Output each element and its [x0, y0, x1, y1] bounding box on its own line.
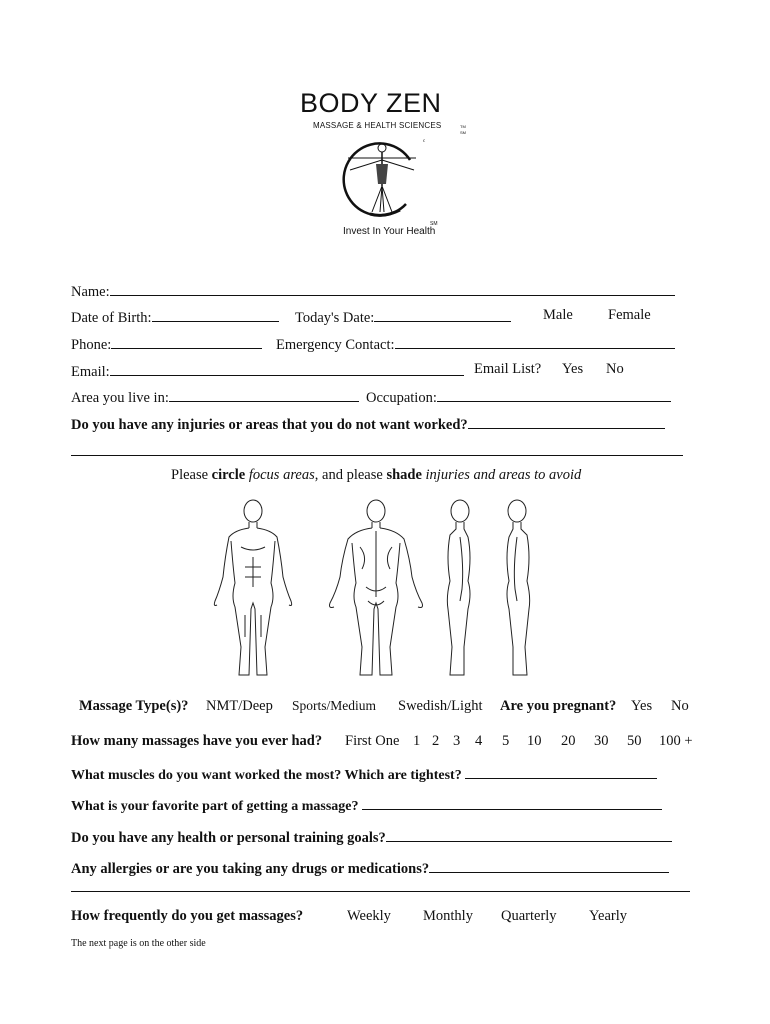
count-option[interactable]: 4: [475, 733, 483, 749]
phone-field[interactable]: [111, 334, 262, 349]
injuries-row: [71, 414, 665, 434]
massage-type-swedish[interactable]: Swedish/Light: [398, 698, 483, 714]
body-figure-side-left[interactable]: [497, 497, 537, 683]
footer-note: The next page is on the other side: [71, 938, 206, 949]
brand-name: BODY ZEN: [300, 88, 442, 118]
count-option[interactable]: 1: [413, 733, 421, 749]
allergies-field[interactable]: [429, 858, 669, 873]
goals-field[interactable]: [386, 827, 672, 842]
massage-count-label: How many massages have you ever had?: [71, 733, 323, 749]
count-option[interactable]: 3: [453, 733, 461, 749]
count-option[interactable]: 30: [594, 733, 609, 749]
massage-type-nmt[interactable]: NMT/Deep: [206, 698, 273, 714]
email-list-yes[interactable]: Yes: [562, 361, 584, 377]
allergies-question: Any allergies or are you taking any drugs or medications?: [71, 861, 430, 877]
name-row: [71, 281, 675, 301]
muscles-row: [71, 764, 657, 784]
favorite-row: [71, 795, 662, 815]
occupation-field[interactable]: [437, 387, 671, 402]
count-option[interactable]: First One: [345, 733, 400, 749]
male-option[interactable]: Male: [543, 307, 573, 323]
vitruvian-logo-icon: [340, 134, 426, 225]
emergency-field[interactable]: [395, 334, 675, 349]
frequency-yearly[interactable]: Yearly: [589, 908, 627, 924]
pregnant-yes[interactable]: Yes: [631, 698, 653, 714]
emergency-label: Emergency Contact:: [276, 337, 395, 353]
instr-text-2: , and please: [314, 467, 387, 483]
muscles-question: What muscles do you want worked the most? Which are tightest?: [71, 768, 462, 783]
muscles-field[interactable]: [465, 764, 657, 779]
injuries-field-line2[interactable]: [71, 455, 683, 456]
goals-question: Do you have any health or personal training goals?: [71, 830, 386, 846]
dob-row: [71, 307, 279, 327]
instr-focus: focus areas: [248, 467, 315, 483]
area-label: Area you live in:: [71, 390, 169, 406]
tagline-mark: SM: [430, 221, 438, 227]
body-figure-side-right[interactable]: [440, 497, 480, 683]
instr-circle: circle: [211, 467, 246, 483]
count-option[interactable]: 100 +: [659, 733, 693, 749]
body-figure-back[interactable]: [322, 497, 430, 683]
email-label: Email:: [71, 364, 110, 380]
frequency-monthly[interactable]: Monthly: [423, 908, 473, 924]
email-list-label: Email List?: [474, 361, 542, 377]
dob-field[interactable]: [152, 307, 279, 322]
female-option[interactable]: Female: [608, 307, 651, 323]
allergies-field-line2[interactable]: [71, 891, 690, 892]
today-field[interactable]: [374, 307, 511, 322]
today-label: Today's Date:: [295, 310, 375, 326]
small-mark: c: [423, 139, 426, 144]
count-option[interactable]: 50: [627, 733, 642, 749]
tagline: Invest In Your Health: [343, 226, 436, 237]
massage-type-sports[interactable]: Sports/Medium: [292, 698, 377, 713]
body-figure-front[interactable]: [205, 497, 301, 683]
instr-avoid: injuries and areas to avoid: [425, 467, 582, 483]
instr-text-1: Please: [171, 467, 212, 483]
count-option[interactable]: 20: [561, 733, 576, 749]
phone-row: [71, 334, 262, 354]
email-list-no[interactable]: No: [606, 361, 624, 377]
area-field[interactable]: [169, 387, 359, 402]
injuries-question: Do you have any injuries or areas that you do not want worked?: [71, 417, 468, 433]
favorite-field[interactable]: [362, 795, 662, 810]
favorite-question: What is your favorite part of getting a massage?: [71, 799, 359, 814]
count-option[interactable]: 5: [502, 733, 510, 749]
email-field[interactable]: [110, 361, 464, 376]
occupation-label: Occupation:: [366, 390, 437, 406]
dob-label: Date of Birth:: [71, 310, 152, 326]
body-chart-instructions: [171, 467, 581, 484]
count-option[interactable]: 2: [432, 733, 440, 749]
instr-shade: shade: [386, 467, 422, 483]
occupation-row: [366, 387, 671, 407]
frequency-label: How frequently do you get massages?: [71, 908, 304, 924]
phone-label: Phone:: [71, 337, 112, 353]
brand-trademark: TM SM: [460, 124, 466, 135]
goals-row: [71, 827, 672, 847]
injuries-field[interactable]: [468, 414, 665, 429]
frequency-weekly[interactable]: Weekly: [347, 908, 391, 924]
pregnant-label: Are you pregnant?: [500, 698, 617, 714]
emergency-row: [276, 334, 675, 354]
massage-type-label: Massage Type(s)?: [79, 698, 189, 714]
count-option[interactable]: 10: [527, 733, 542, 749]
email-row: [71, 361, 464, 381]
allergies-row: [71, 858, 669, 878]
brand-subtitle: MASSAGE & HEALTH SCIENCES: [313, 121, 442, 130]
frequency-quarterly[interactable]: Quarterly: [501, 908, 557, 924]
pregnant-no[interactable]: No: [671, 698, 689, 714]
name-field[interactable]: [110, 281, 675, 296]
name-label: Name:: [71, 284, 110, 300]
today-row: [295, 307, 511, 327]
area-row: [71, 387, 359, 407]
